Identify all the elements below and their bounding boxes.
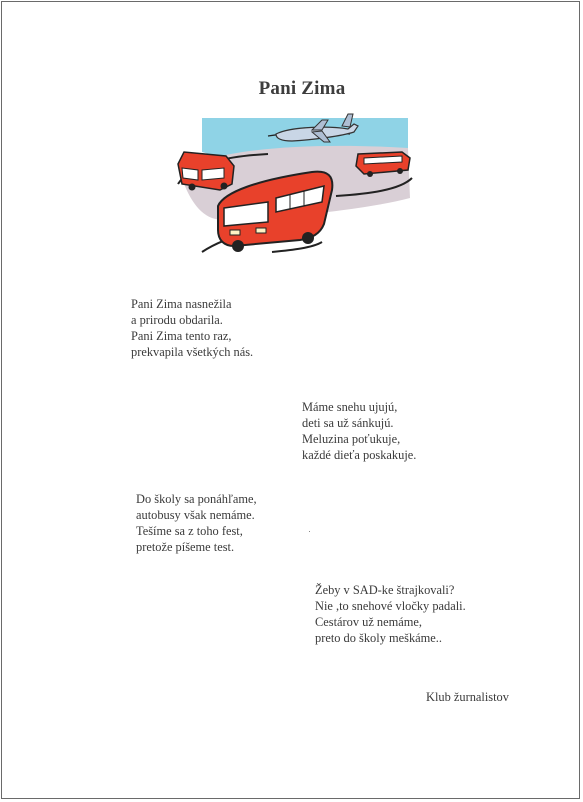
verse-line: Meluzina poťukuje,	[302, 432, 401, 446]
signature: Klub žurnalistov	[426, 690, 509, 704]
verse-line: autobusy však nemáme.	[136, 508, 255, 522]
verse-line: Cestárov už nemáme,	[315, 615, 423, 629]
small-bus-left-icon	[178, 152, 234, 191]
verse-line: Pani Zima nasnežila	[131, 297, 232, 311]
verse-line: preto do školy meškáme..	[315, 631, 442, 645]
verse-line: Máme snehu ujujú,	[302, 400, 398, 414]
speck	[309, 531, 310, 532]
verse-line: deti sa už sánkujú.	[302, 416, 394, 430]
stanza-4	[315, 582, 466, 646]
verse-line: Do školy sa ponáhľame,	[136, 492, 257, 506]
page-title: Pani Zima	[258, 78, 346, 99]
verse-line: prekvapila všetkých nás.	[131, 345, 254, 359]
verse-line: Nie ,to snehové vločky padali.	[315, 599, 466, 613]
stanza-3	[136, 491, 257, 555]
buses-and-airplane-illustration	[172, 112, 422, 262]
stanza-1	[131, 296, 253, 360]
verse-line: Tešíme sa z toho fest,	[136, 524, 243, 538]
verse-line: Žeby v SAD-ke štrajkovali?	[315, 583, 455, 597]
verse-line: pretože píšeme test.	[136, 540, 235, 554]
stanza-2	[302, 399, 416, 463]
verse-line: každé dieťa poskakuje.	[302, 448, 417, 462]
verse-line: Pani Zima tento raz,	[131, 329, 232, 343]
verse-line: a prirodu obdarila.	[131, 313, 223, 327]
